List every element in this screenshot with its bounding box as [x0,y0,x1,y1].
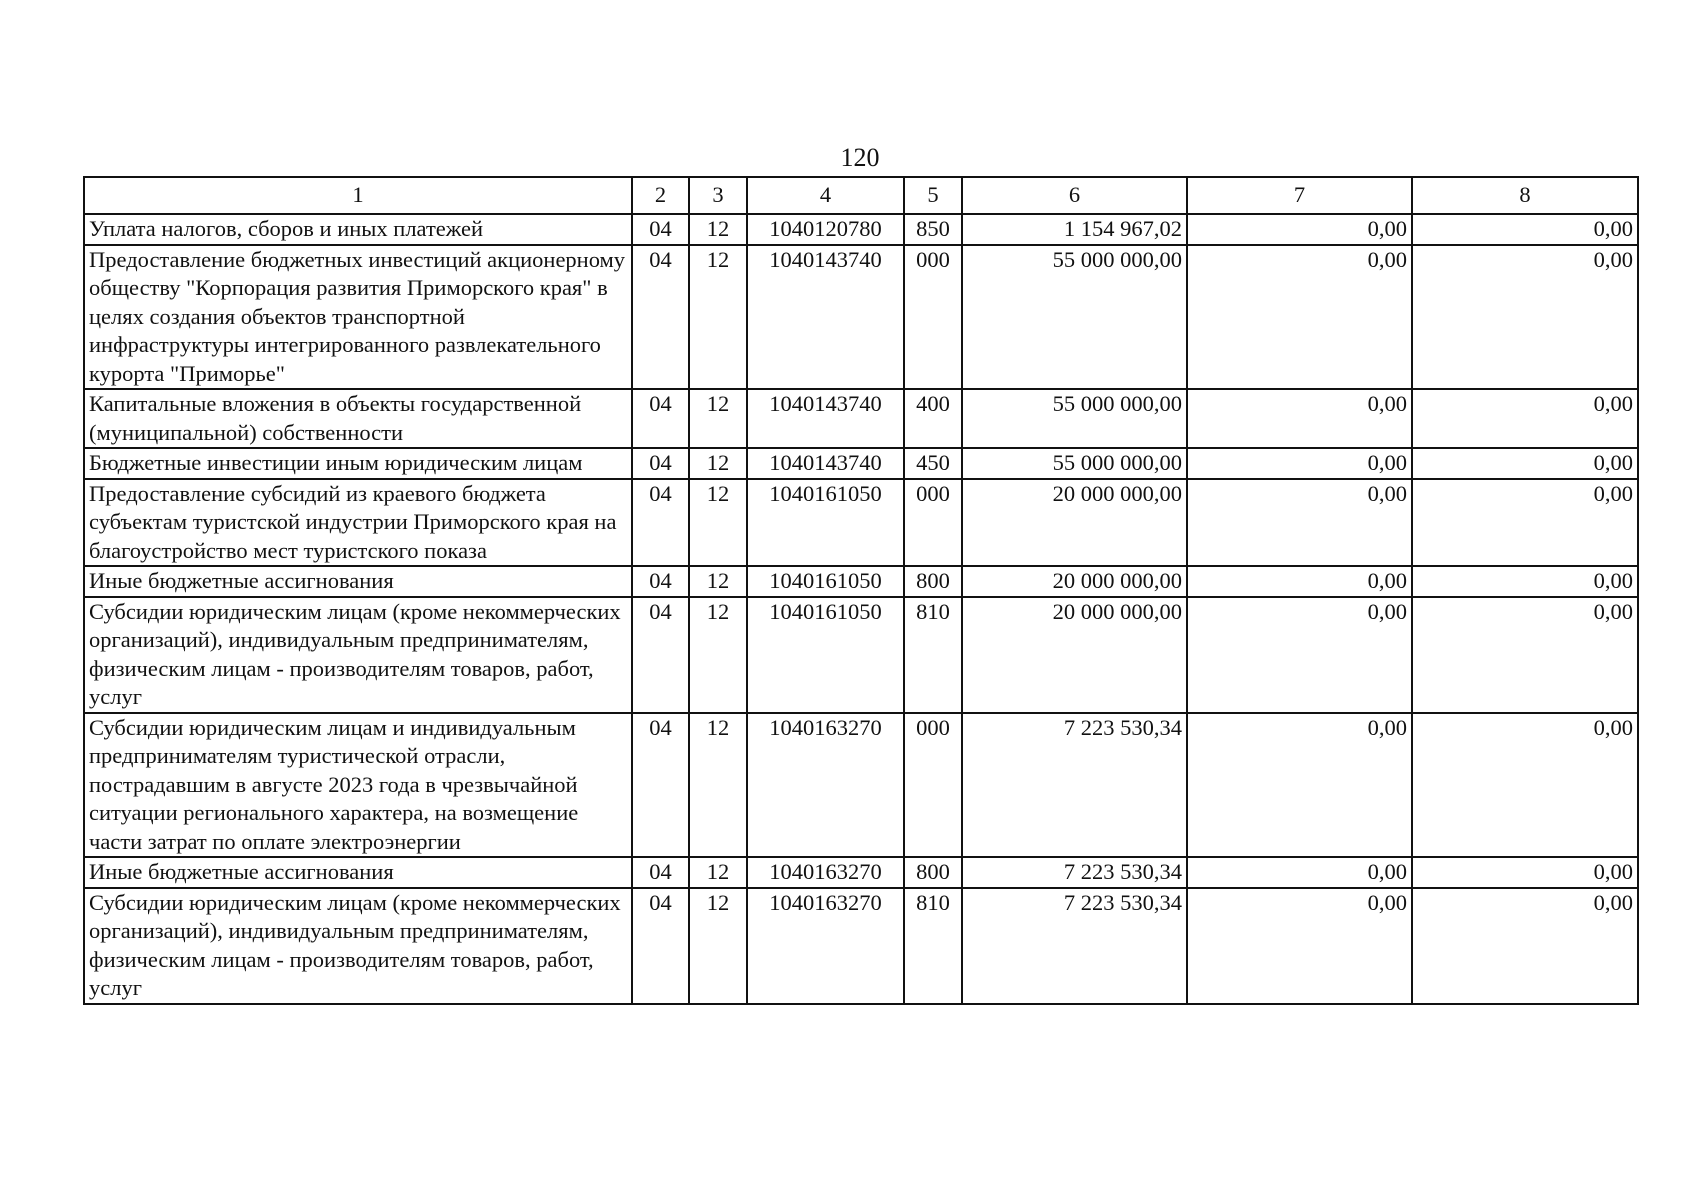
cell-subsection: 12 [689,713,747,858]
cell-subsection: 12 [689,888,747,1004]
cell-subsection: 12 [689,214,747,245]
column-header: 3 [689,177,747,214]
cell-amount-col6: 55 000 000,00 [962,389,1187,448]
cell-expense-type: 000 [904,479,962,567]
cell-amount-col7: 0,00 [1187,479,1412,567]
row-name: Субсидии юридическим лицам и индивидуальным предпринимателям туристической отрасли, пострадавшим в августе 2023 года в чрезвычайной ситуации регионального характера, на возмещение части затрат по оплате электроэнергии [84,713,632,858]
cell-amount-col8: 0,00 [1412,597,1638,713]
cell-amount-col8: 0,00 [1412,479,1638,567]
row-name: Уплата налогов, сборов и иных платежей [84,214,632,245]
cell-amount-col7: 0,00 [1187,389,1412,448]
cell-target-code: 1040161050 [747,597,904,713]
cell-amount-col8: 0,00 [1412,214,1638,245]
cell-amount-col8: 0,00 [1412,566,1638,597]
cell-target-code: 1040143740 [747,448,904,479]
cell-expense-type: 000 [904,245,962,390]
cell-amount-col8: 0,00 [1412,713,1638,858]
cell-section: 04 [632,888,689,1004]
cell-subsection: 12 [689,245,747,390]
cell-section: 04 [632,389,689,448]
cell-expense-type: 000 [904,713,962,858]
cell-target-code: 1040120780 [747,214,904,245]
cell-amount-col6: 20 000 000,00 [962,566,1187,597]
cell-expense-type: 800 [904,566,962,597]
cell-subsection: 12 [689,566,747,597]
row-name: Субсидии юридическим лицам (кроме некоммерческих организаций), индивидуальным предпринимателям, физическим лицам - производителям товаров, работ, услуг [84,597,632,713]
cell-amount-col6: 20 000 000,00 [962,479,1187,567]
cell-amount-col6: 7 223 530,34 [962,713,1187,858]
budget-table [83,176,1639,1005]
cell-section: 04 [632,597,689,713]
row-name: Субсидии юридическим лицам (кроме некоммерческих организаций), индивидуальным предпринимателям, физическим лицам - производителям товаров, работ, услуг [84,888,632,1004]
cell-amount-col8: 0,00 [1412,448,1638,479]
cell-amount-col6: 55 000 000,00 [962,448,1187,479]
cell-expense-type: 810 [904,597,962,713]
table-row [84,713,1638,858]
cell-amount-col7: 0,00 [1187,597,1412,713]
cell-amount-col7: 0,00 [1187,713,1412,858]
cell-subsection: 12 [689,857,747,888]
column-header: 5 [904,177,962,214]
row-name: Иные бюджетные ассигнования [84,566,632,597]
cell-section: 04 [632,214,689,245]
cell-amount-col6: 1 154 967,02 [962,214,1187,245]
cell-amount-col7: 0,00 [1187,448,1412,479]
cell-section: 04 [632,566,689,597]
cell-subsection: 12 [689,597,747,713]
column-header: 8 [1412,177,1638,214]
cell-amount-col6: 20 000 000,00 [962,597,1187,713]
column-header: 7 [1187,177,1412,214]
cell-subsection: 12 [689,389,747,448]
cell-amount-col8: 0,00 [1412,245,1638,390]
cell-target-code: 1040143740 [747,245,904,390]
cell-expense-type: 850 [904,214,962,245]
cell-target-code: 1040163270 [747,857,904,888]
table-row [84,245,1638,390]
cell-expense-type: 400 [904,389,962,448]
cell-amount-col7: 0,00 [1187,566,1412,597]
table-row [84,214,1638,245]
row-name: Бюджетные инвестиции иным юридическим лицам [84,448,632,479]
table-row [84,857,1638,888]
cell-section: 04 [632,245,689,390]
cell-section: 04 [632,857,689,888]
cell-target-code: 1040161050 [747,479,904,567]
cell-amount-col6: 7 223 530,34 [962,888,1187,1004]
cell-target-code: 1040163270 [747,888,904,1004]
cell-section: 04 [632,448,689,479]
cell-amount-col7: 0,00 [1187,245,1412,390]
row-name: Капитальные вложения в объекты государственной (муниципальной) собственности [84,389,632,448]
row-name: Иные бюджетные ассигнования [84,857,632,888]
column-header: 6 [962,177,1187,214]
cell-expense-type: 800 [904,857,962,888]
header-row [84,177,1638,214]
cell-target-code: 1040143740 [747,389,904,448]
table-row [84,479,1638,567]
cell-amount-col6: 55 000 000,00 [962,245,1187,390]
cell-target-code: 1040161050 [747,566,904,597]
cell-amount-col8: 0,00 [1412,857,1638,888]
column-header: 1 [84,177,632,214]
cell-expense-type: 450 [904,448,962,479]
table-row [84,448,1638,479]
cell-amount-col7: 0,00 [1187,888,1412,1004]
cell-amount-col7: 0,00 [1187,214,1412,245]
column-header: 2 [632,177,689,214]
cell-section: 04 [632,479,689,567]
cell-subsection: 12 [689,448,747,479]
table-row [84,389,1638,448]
row-name: Предоставление субсидий из краевого бюджета субъектам туристской индустрии Приморского края на благоустройство мест туристского показа [84,479,632,567]
cell-amount-col6: 7 223 530,34 [962,857,1187,888]
page-number: 120 [840,143,880,172]
cell-expense-type: 810 [904,888,962,1004]
table-row [84,597,1638,713]
cell-amount-col7: 0,00 [1187,857,1412,888]
row-name: Предоставление бюджетных инвестиций акционерному обществу "Корпорация развития Приморского края" в целях создания объектов транспортной инфраструктуры интегрированного развлекательного курорта "Приморье" [84,245,632,390]
cell-amount-col8: 0,00 [1412,389,1638,448]
table-row [84,566,1638,597]
cell-target-code: 1040163270 [747,713,904,858]
cell-section: 04 [632,713,689,858]
column-header: 4 [747,177,904,214]
table-row [84,888,1638,1004]
cell-amount-col8: 0,00 [1412,888,1638,1004]
cell-subsection: 12 [689,479,747,567]
